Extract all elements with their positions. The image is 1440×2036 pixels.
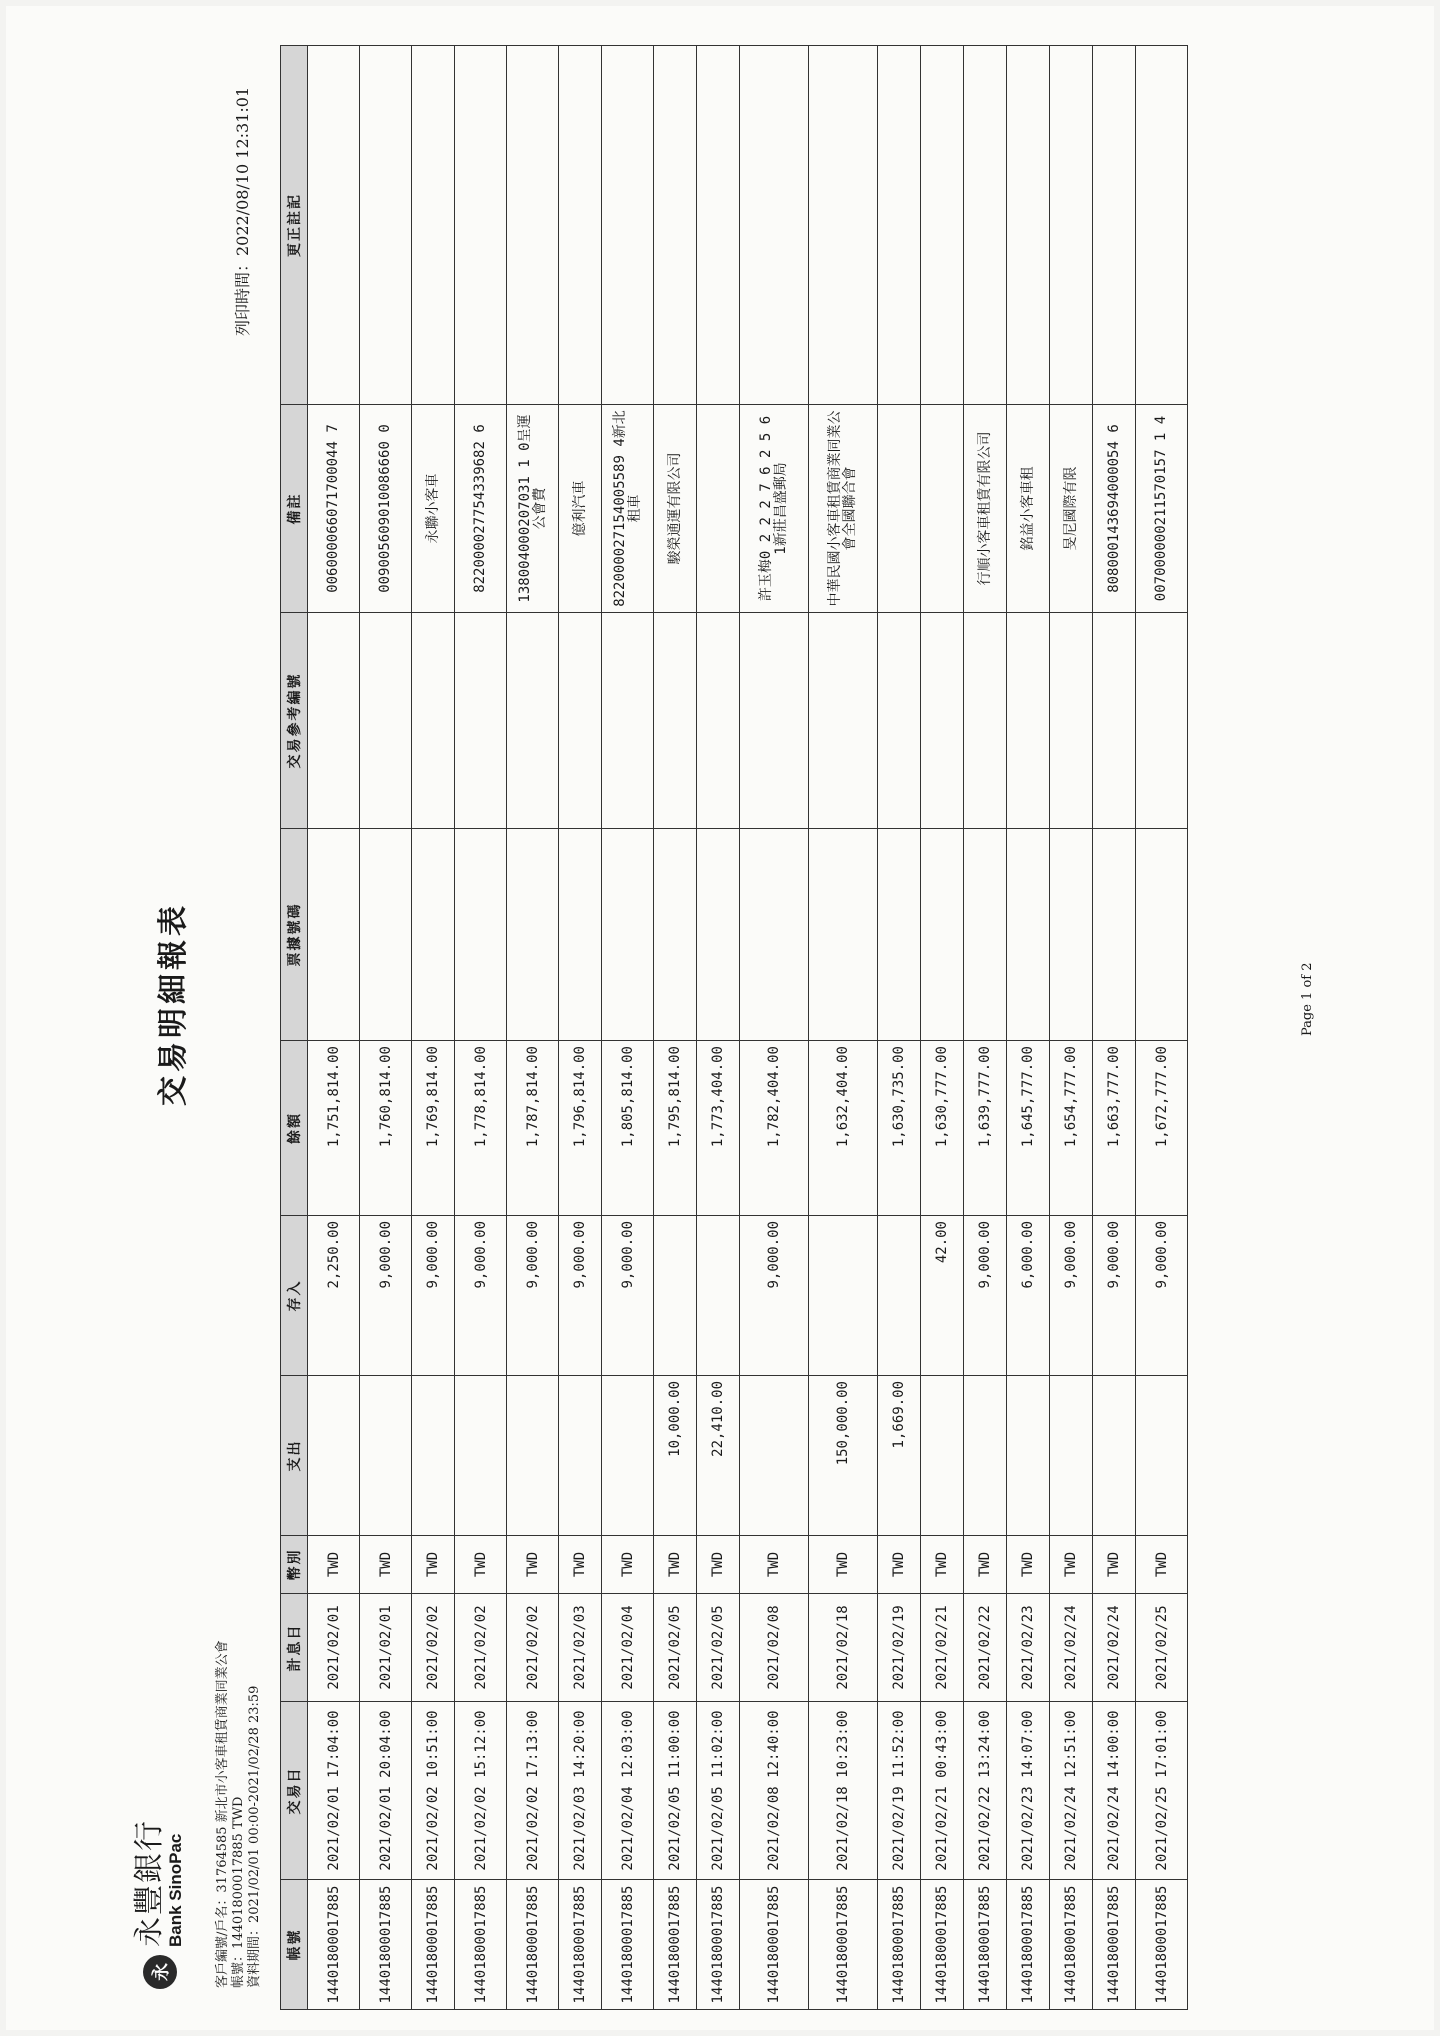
value-date-cell: 2021/02/03 — [559, 1594, 602, 1702]
cheque-number-cell — [740, 829, 809, 1041]
table-row — [507, 46, 559, 2010]
report-title: 交易明細報表 — [156, 902, 191, 1106]
col-header: 存入 — [281, 1216, 308, 1376]
memo-cell: 822000027754339682 6 — [455, 405, 507, 613]
transaction-time-cell: 2021/02/02 17:13:00 — [507, 1702, 559, 1880]
account-cell: 14401800017885 — [602, 1880, 654, 2010]
withdrawal-cell — [602, 1376, 654, 1536]
cheque-number-cell — [809, 829, 878, 1041]
account-cell: 14401800017885 — [507, 1880, 559, 2010]
col-header: 更正註記 — [281, 46, 308, 405]
memo-cell: 許玉梅0 2 2 2 7 6 2 5 6 1新莊昌盛郵局 — [740, 405, 809, 613]
withdrawal-cell — [964, 1376, 1007, 1536]
currency-cell: TWD — [921, 1536, 964, 1594]
withdrawal-cell — [1136, 1376, 1188, 1536]
balance-cell: 1,787,814.00 — [507, 1041, 559, 1216]
account-line: 帳號：14401800017885 TWD — [231, 1796, 246, 1988]
customer-line: 客戶編號/戶名：31764585 新北市小客車租賃商業同業公會 — [215, 1640, 230, 1988]
deposit-cell: 9,000.00 — [507, 1216, 559, 1376]
memo-cell: 銘益小客車租 — [1007, 405, 1050, 613]
table-header-row — [281, 46, 308, 2010]
reference-cell — [1050, 613, 1093, 829]
deposit-cell: 6,000.00 — [1007, 1216, 1050, 1376]
account-cell: 14401800017885 — [654, 1880, 697, 2010]
bank-name-zh: 永豐銀行 — [132, 1819, 167, 1947]
withdrawal-cell — [507, 1376, 559, 1536]
balance-cell: 1,778,814.00 — [455, 1041, 507, 1216]
balance-cell: 1,782,404.00 — [740, 1041, 809, 1216]
table-row — [964, 46, 1007, 2010]
transaction-time-cell: 2021/02/02 15:12:00 — [455, 1702, 507, 1880]
cheque-number-cell — [360, 829, 412, 1041]
currency-cell: TWD — [412, 1536, 455, 1594]
printed-at: 列印時間：2022/08/10 12:31:01 — [233, 86, 252, 336]
account-cell: 14401800017885 — [1136, 1880, 1188, 2010]
transaction-time-cell: 2021/02/02 10:51:00 — [412, 1702, 455, 1880]
reference-cell — [602, 613, 654, 829]
currency-cell: TWD — [740, 1536, 809, 1594]
balance-cell: 1,645,777.00 — [1007, 1041, 1050, 1216]
value-date-cell: 2021/02/22 — [964, 1594, 1007, 1702]
memo-cell: 808000143694000054 6 — [1093, 405, 1136, 613]
reference-cell — [740, 613, 809, 829]
value-date-cell: 2021/02/19 — [878, 1594, 921, 1702]
col-header: 備註 — [281, 405, 308, 613]
memo-cell: 旻尼國際有限 — [1050, 405, 1093, 613]
balance-cell: 1,760,814.00 — [360, 1041, 412, 1216]
period-line: 資料期間：2021/02/01 00:00-2021/02/28 23:59 — [247, 1685, 262, 1988]
account-cell: 14401800017885 — [740, 1880, 809, 2010]
deposit-cell: 9,000.00 — [602, 1216, 654, 1376]
withdrawal-cell — [1093, 1376, 1136, 1536]
memo-cell — [878, 405, 921, 613]
table-row — [308, 46, 360, 2010]
deposit-cell: 9,000.00 — [1093, 1216, 1136, 1376]
correction-cell — [654, 46, 697, 405]
account-cell: 14401800017885 — [1050, 1880, 1093, 2010]
reference-cell — [964, 613, 1007, 829]
currency-cell: TWD — [1093, 1536, 1136, 1594]
deposit-cell: 9,000.00 — [455, 1216, 507, 1376]
table-row — [602, 46, 654, 2010]
correction-cell — [964, 46, 1007, 405]
balance-cell: 1,630,735.00 — [878, 1041, 921, 1216]
deposit-cell: 2,250.00 — [308, 1216, 360, 1376]
col-header: 餘額 — [281, 1041, 308, 1216]
account-cell: 14401800017885 — [809, 1880, 878, 2010]
value-date-cell: 2021/02/21 — [921, 1594, 964, 1702]
balance-cell: 1,805,814.00 — [602, 1041, 654, 1216]
cheque-number-cell — [1093, 829, 1136, 1041]
balance-cell: 1,663,777.00 — [1093, 1041, 1136, 1216]
reference-cell — [559, 613, 602, 829]
cheque-number-cell — [507, 829, 559, 1041]
table-row — [412, 46, 455, 2010]
currency-cell: TWD — [697, 1536, 740, 1594]
reference-cell — [809, 613, 878, 829]
value-date-cell: 2021/02/05 — [654, 1594, 697, 1702]
account-cell: 14401800017885 — [921, 1880, 964, 2010]
table-row — [740, 46, 809, 2010]
currency-cell: TWD — [964, 1536, 1007, 1594]
reference-cell — [697, 613, 740, 829]
transaction-time-cell: 2021/02/22 13:24:00 — [964, 1702, 1007, 1880]
correction-cell — [559, 46, 602, 405]
transaction-time-cell: 2021/02/03 14:20:00 — [559, 1702, 602, 1880]
bank-emblem-icon: 永 — [143, 1955, 177, 1989]
balance-cell: 1,795,814.00 — [654, 1041, 697, 1216]
col-header: 支出 — [281, 1376, 308, 1536]
currency-cell: TWD — [1050, 1536, 1093, 1594]
withdrawal-cell — [308, 1376, 360, 1536]
value-date-cell: 2021/02/25 — [1136, 1594, 1188, 1702]
transaction-time-cell: 2021/02/05 11:00:00 — [654, 1702, 697, 1880]
table-row — [697, 46, 740, 2010]
correction-cell — [1136, 46, 1188, 405]
table-row — [1136, 46, 1188, 2010]
col-header: 帳號 — [281, 1880, 308, 2010]
value-date-cell: 2021/02/24 — [1050, 1594, 1093, 1702]
table-row — [1050, 46, 1093, 2010]
account-cell: 14401800017885 — [964, 1880, 1007, 2010]
memo-cell: 駿榮通運有限公司 — [654, 405, 697, 613]
bank-logo — [132, 1819, 185, 1989]
deposit-cell: 42.00 — [921, 1216, 964, 1376]
deposit-cell: 9,000.00 — [412, 1216, 455, 1376]
transaction-time-cell: 2021/02/21 00:43:00 — [921, 1702, 964, 1880]
balance-cell: 1,654,777.00 — [1050, 1041, 1093, 1216]
correction-cell — [878, 46, 921, 405]
deposit-cell: 9,000.00 — [964, 1216, 1007, 1376]
transaction-time-cell: 2021/02/25 17:01:00 — [1136, 1702, 1188, 1880]
bank-name-en: Bank SinoPac — [166, 1833, 185, 1947]
deposit-cell: 9,000.00 — [740, 1216, 809, 1376]
correction-cell — [1093, 46, 1136, 405]
table-row — [360, 46, 412, 2010]
reference-cell — [412, 613, 455, 829]
value-date-cell: 2021/02/23 — [1007, 1594, 1050, 1702]
reference-cell — [1136, 613, 1188, 829]
withdrawal-cell: 22,410.00 — [697, 1376, 740, 1536]
account-cell: 14401800017885 — [412, 1880, 455, 2010]
deposit-cell: 9,000.00 — [360, 1216, 412, 1376]
deposit-cell — [654, 1216, 697, 1376]
balance-cell: 1,672,777.00 — [1136, 1041, 1188, 1216]
table-row — [654, 46, 697, 2010]
account-cell: 14401800017885 — [455, 1880, 507, 2010]
value-date-cell: 2021/02/04 — [602, 1594, 654, 1702]
cheque-number-cell — [412, 829, 455, 1041]
correction-cell — [740, 46, 809, 405]
cheque-number-cell — [308, 829, 360, 1041]
value-date-cell: 2021/02/18 — [809, 1594, 878, 1702]
withdrawal-cell — [1050, 1376, 1093, 1536]
memo-cell: 中華民國小客車租賃商業同業公會全國聯合會 — [809, 405, 878, 613]
deposit-cell: 9,000.00 — [1050, 1216, 1093, 1376]
cheque-number-cell — [697, 829, 740, 1041]
cheque-number-cell — [654, 829, 697, 1041]
transaction-table — [280, 45, 1188, 2010]
account-cell: 14401800017885 — [1093, 1880, 1136, 2010]
currency-cell: TWD — [809, 1536, 878, 1594]
cheque-number-cell — [964, 829, 1007, 1041]
cheque-number-cell — [1136, 829, 1188, 1041]
deposit-cell — [697, 1216, 740, 1376]
currency-cell: TWD — [360, 1536, 412, 1594]
memo-cell: 009005609010086660 0 — [360, 405, 412, 613]
value-date-cell: 2021/02/01 — [308, 1594, 360, 1702]
currency-cell: TWD — [559, 1536, 602, 1594]
transaction-time-cell: 2021/02/19 11:52:00 — [878, 1702, 921, 1880]
reference-cell — [921, 613, 964, 829]
currency-cell: TWD — [1136, 1536, 1188, 1594]
correction-cell — [1007, 46, 1050, 405]
cheque-number-cell — [559, 829, 602, 1041]
memo-cell: 822000027154005589 4新北租車 — [602, 405, 654, 613]
cheque-number-cell — [878, 829, 921, 1041]
withdrawal-cell — [455, 1376, 507, 1536]
table-row — [559, 46, 602, 2010]
cheque-number-cell — [921, 829, 964, 1041]
memo-cell: 永聯小客車 — [412, 405, 455, 613]
correction-cell — [412, 46, 455, 405]
correction-cell — [921, 46, 964, 405]
correction-cell — [455, 46, 507, 405]
value-date-cell: 2021/02/01 — [360, 1594, 412, 1702]
deposit-cell — [878, 1216, 921, 1376]
withdrawal-cell — [559, 1376, 602, 1536]
table-row — [809, 46, 878, 2010]
memo-cell: 行順小客車租賃有限公司 — [964, 405, 1007, 613]
memo-cell: 006000066071700044 7 — [308, 405, 360, 613]
reference-cell — [308, 613, 360, 829]
col-header: 計息日 — [281, 1594, 308, 1702]
transaction-time-cell: 2021/02/01 17:04:00 — [308, 1702, 360, 1880]
memo-cell: 億利汽車 — [559, 405, 602, 613]
value-date-cell: 2021/02/05 — [697, 1594, 740, 1702]
withdrawal-cell — [921, 1376, 964, 1536]
table-row — [921, 46, 964, 2010]
correction-cell — [1050, 46, 1093, 405]
value-date-cell: 2021/02/02 — [507, 1594, 559, 1702]
balance-cell: 1,751,814.00 — [308, 1041, 360, 1216]
correction-cell — [360, 46, 412, 405]
currency-cell: TWD — [1007, 1536, 1050, 1594]
currency-cell: TWD — [654, 1536, 697, 1594]
col-header: 票據號碼 — [281, 829, 308, 1041]
table-row — [455, 46, 507, 2010]
balance-cell: 1,639,777.00 — [964, 1041, 1007, 1216]
value-date-cell: 2021/02/08 — [740, 1594, 809, 1702]
reference-cell — [507, 613, 559, 829]
withdrawal-cell — [1007, 1376, 1050, 1536]
balance-cell: 1,632,404.00 — [809, 1041, 878, 1216]
currency-cell: TWD — [878, 1536, 921, 1594]
memo-cell: 007000000211570157 1 4 — [1136, 405, 1188, 613]
balance-cell: 1,769,814.00 — [412, 1041, 455, 1216]
balance-cell: 1,796,814.00 — [559, 1041, 602, 1216]
deposit-cell: 9,000.00 — [1136, 1216, 1188, 1376]
transaction-time-cell: 2021/02/18 10:23:00 — [809, 1702, 878, 1880]
reference-cell — [1093, 613, 1136, 829]
memo-cell: 138004000207031 1 0呈運公會費 — [507, 405, 559, 613]
table-row — [878, 46, 921, 2010]
transaction-time-cell: 2021/02/08 12:40:00 — [740, 1702, 809, 1880]
currency-cell: TWD — [507, 1536, 559, 1594]
currency-cell: TWD — [455, 1536, 507, 1594]
deposit-cell — [809, 1216, 878, 1376]
correction-cell — [697, 46, 740, 405]
withdrawal-cell: 150,000.00 — [809, 1376, 878, 1536]
reference-cell — [1007, 613, 1050, 829]
currency-cell: TWD — [308, 1536, 360, 1594]
cheque-number-cell — [455, 829, 507, 1041]
transaction-time-cell: 2021/02/01 20:04:00 — [360, 1702, 412, 1880]
correction-cell — [308, 46, 360, 405]
reference-cell — [360, 613, 412, 829]
withdrawal-cell — [740, 1376, 809, 1536]
value-date-cell: 2021/02/24 — [1093, 1594, 1136, 1702]
cheque-number-cell — [1050, 829, 1093, 1041]
reference-cell — [654, 613, 697, 829]
withdrawal-cell — [412, 1376, 455, 1536]
transaction-time-cell: 2021/02/23 14:07:00 — [1007, 1702, 1050, 1880]
correction-cell — [507, 46, 559, 405]
col-header: 交易參考編號 — [281, 613, 308, 829]
account-cell: 14401800017885 — [878, 1880, 921, 2010]
account-cell: 14401800017885 — [308, 1880, 360, 2010]
account-cell: 14401800017885 — [1007, 1880, 1050, 2010]
balance-cell: 1,773,404.00 — [697, 1041, 740, 1216]
transaction-time-cell: 2021/02/24 12:51:00 — [1050, 1702, 1093, 1880]
currency-cell: TWD — [602, 1536, 654, 1594]
account-cell: 14401800017885 — [360, 1880, 412, 2010]
account-cell: 14401800017885 — [697, 1880, 740, 2010]
page-number: Page 1 of 2 — [1300, 962, 1315, 1036]
correction-cell — [809, 46, 878, 405]
value-date-cell: 2021/02/02 — [412, 1594, 455, 1702]
value-date-cell: 2021/02/02 — [455, 1594, 507, 1702]
cheque-number-cell — [602, 829, 654, 1041]
transaction-time-cell: 2021/02/24 14:00:00 — [1093, 1702, 1136, 1880]
correction-cell — [602, 46, 654, 405]
account-cell: 14401800017885 — [559, 1880, 602, 2010]
transaction-time-cell: 2021/02/05 11:02:00 — [697, 1702, 740, 1880]
memo-cell — [921, 405, 964, 613]
table-row — [1093, 46, 1136, 2010]
cheque-number-cell — [1007, 829, 1050, 1041]
deposit-cell: 9,000.00 — [559, 1216, 602, 1376]
col-header: 幣別 — [281, 1536, 308, 1594]
withdrawal-cell: 10,000.00 — [654, 1376, 697, 1536]
balance-cell: 1,630,777.00 — [921, 1041, 964, 1216]
col-header: 交易日 — [281, 1702, 308, 1880]
transaction-time-cell: 2021/02/04 12:03:00 — [602, 1702, 654, 1880]
withdrawal-cell: 1,669.00 — [878, 1376, 921, 1536]
reference-cell — [878, 613, 921, 829]
withdrawal-cell — [360, 1376, 412, 1536]
table-row — [1007, 46, 1050, 2010]
memo-cell — [697, 405, 740, 613]
reference-cell — [455, 613, 507, 829]
